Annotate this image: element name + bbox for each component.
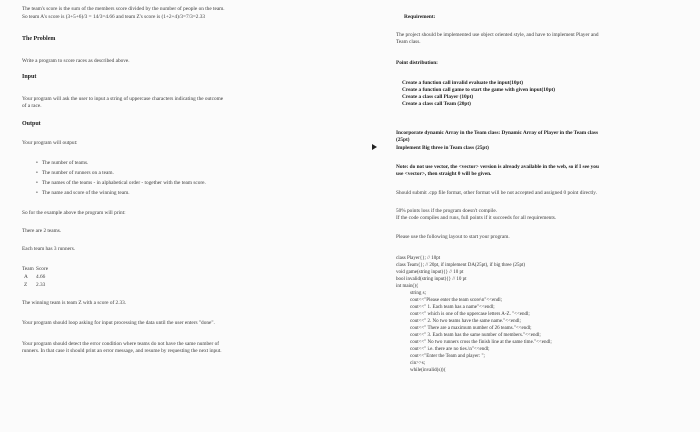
requirement-line-1: The project should be implemented use object oriented style, and have to implement Player and	[396, 32, 599, 38]
teams-count-line: There are 2 teams.	[22, 228, 62, 234]
output-bullet: • The number of runners on a team.	[36, 170, 114, 176]
code-line: class Player{}; // 10pt	[396, 256, 441, 261]
input-line-2: of a race.	[22, 103, 42, 109]
arrow-marker-icon	[372, 144, 377, 150]
intro-line-2: So team A's score is (3+5+6)/3 = 14/3=4.66 and team Z's score is (1+2+4)/3=7/3=2.33	[22, 14, 206, 20]
points-item: Create a function call game to start the game with given input(10pt)	[402, 87, 556, 93]
code-line: class Team{}; // 20pt, if implement DA(25pt), if big three (25pt)	[396, 263, 526, 268]
requirement-heading: Requirement:	[404, 14, 436, 20]
problem-heading: The Problem	[22, 36, 56, 42]
output-bullet: • The names of the teams - in alphabetical order - together with the team score.	[36, 180, 206, 186]
runners-count-line: Each team has 3 runners.	[22, 246, 76, 252]
compile-line-1: 50% points loss if the program doesn't compile.	[396, 208, 497, 214]
table-header-score: Score	[36, 266, 49, 272]
code-line: bool invalid(string input){} // 10 pt	[396, 277, 467, 282]
dynamic-array-line-2: (25pt)	[396, 137, 410, 143]
dynamic-array-line-1: Incorporate dynamic Array in the Team class: Dynamic Array of Player in the Team class	[396, 130, 599, 136]
code-line: cout<<" 1. Each team has a name"<<endl;	[410, 305, 495, 310]
code-line: int main(){	[396, 284, 419, 289]
detect-line-2: runners. In that case it should print an error message, and resume by requesting the next input.	[22, 348, 222, 354]
intro-line-1: The team's score is the sum of the members score divided by the number of people on the team.	[22, 6, 225, 12]
code-line: cout<<"Please enter the team score\n"<<endl;	[410, 298, 502, 303]
table-cell-score: 4.66	[36, 274, 46, 280]
input-line-1: Your program will ask the user to input a string of uppercase characters indicating the outcome	[22, 96, 224, 102]
output-heading: Output	[22, 121, 41, 127]
code-line: cout<<" 2. No two teams have the same name."<<endl;	[410, 319, 521, 324]
output-bullet: • The number of teams.	[36, 160, 88, 166]
compile-line-2: If the code compiles and runs, full points if it succeeds for all requirements.	[396, 215, 557, 221]
table-cell-team: Z	[24, 282, 28, 288]
example-intro: So for the example above the program will print:	[22, 210, 126, 216]
code-line: cout<<" i.e. there are no ties.\n"<<endl;	[410, 347, 490, 352]
layout-line: Please use the following layout to start your program.	[396, 234, 510, 240]
code-line: cout<<" which is one of the uppercase letters A-Z. "<<endl;	[410, 312, 530, 317]
note-line-2: use <vector>, then straight 0 will be given.	[396, 171, 492, 177]
loop-line: Your program should loop asking for input processing the data until the user enters "done".	[22, 320, 215, 326]
table-cell-team: A	[24, 274, 28, 280]
code-line: cin>>s;	[410, 361, 426, 366]
code-line: cout<<"Enter the Team and player: ";	[410, 354, 485, 359]
points-item: Create a function call invalid evaluate the input(10pt)	[402, 80, 523, 86]
table-header-team: Team	[22, 266, 34, 272]
note-line-1: Note: do not use vector, the <vector> version is already available in the web, so if I see you	[396, 164, 599, 170]
submit-line: Should submit .cpp file format, other format will be not accepted and assigned 0 point directly.	[396, 190, 597, 196]
big-three-line: Implement Big three in Team class (25pt)	[396, 145, 489, 151]
input-heading: Input	[22, 74, 37, 80]
output-intro: Your program will output:	[22, 140, 78, 146]
requirement-line-2: Team class.	[396, 39, 421, 45]
code-line: while(invalid(s)){	[410, 368, 447, 373]
points-heading: Point distribution:	[396, 60, 438, 66]
points-item: Create a class call Player (10pt)	[402, 94, 474, 100]
code-line: string s;	[410, 291, 426, 296]
points-item: Create a class call Team (20pt)	[402, 101, 471, 107]
table-cell-score: 2.33	[36, 282, 46, 288]
problem-text: Write a program to score races as described above.	[22, 58, 130, 64]
detect-line-1: Your program should detect the error condition where teams do not have the same number of	[22, 341, 220, 347]
code-line: cout<<" No two runners cross the finish line at the same time."<<endl;	[410, 340, 552, 345]
output-bullet: • The name and score of the winning team.	[36, 190, 130, 196]
code-line: cout<<" There are a maximum number of 26 teams."<<endl;	[410, 326, 532, 331]
code-line: void game(string input){} // 10 pt	[396, 270, 464, 275]
winning-line: The winning team is team Z with a score of 2.33.	[22, 300, 127, 306]
code-line: cout<<" 3. Each team has the same number of members."<<endl;	[410, 333, 541, 338]
